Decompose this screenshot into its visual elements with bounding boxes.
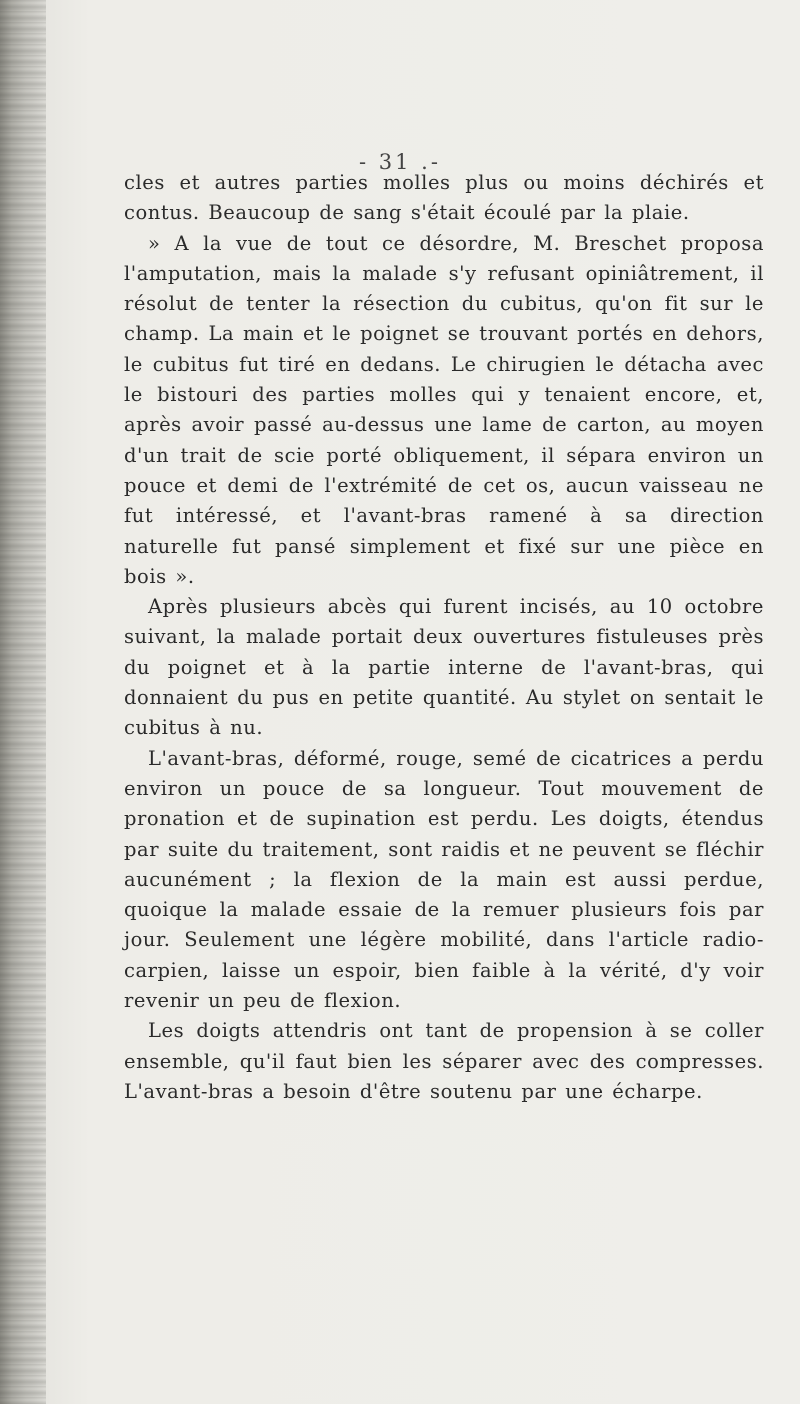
page-binding-edge <box>0 0 46 1404</box>
body-text <box>124 168 764 1107</box>
paragraph-1: cles et autres parties molles plus ou moins déchirés et contus. Beaucoup de sang s'était écoulé par la plaie. <box>124 171 764 225</box>
page-number: - 31 .- <box>359 150 441 174</box>
paragraph-2: » A la vue de tout ce désordre, M. Breschet proposa l'amputation, mais la malade s'y refusant opiniâtrement, il résolut de tenter la résection du cubitus, qu'on fit sur le champ. La main et le poignet se trouvant portés en dehors, le cubitus fut tiré en dedans. Le chirugien le détacha avec le bistouri des parties molles qui y tenaient encore, et, après avoir passé au-dessus une lame de carton, au moyen d'un trait de scie porté obliquement, il sépara environ un pouce et demi de l'extrémité de cet os, aucun vaisseau ne fut intéressé, et l'avant-bras ramené à sa direction naturelle fut pansé simplement et fixé sur une pièce en bois ». <box>124 231 764 588</box>
paragraph-3: Après plusieurs abcès qui furent incisés, au 10 octobre suivant, la malade portait deux ouvertures fistuleuses près du poignet et à la partie interne de l'avant-bras, qui donnaient du pus en petite quantité. Au stylet on sentait le cubitus à nu. <box>124 595 764 740</box>
paragraph-4: L'avant-bras, déformé, rouge, semé de cicatrices a perdu environ un pouce de sa longueur. Tout mouvement de pronation et de supination est perdu. Les doigts, étendus par suite du traitement, sont raidis et ne peuvent se fléchir aucunément ; la flexion de la main est aussi perdue, quoique la malade essaie de la remuer plusieurs fois par jour. Seulement une légère mobilité, dans l'article radio-carpien, laisse un espoir, bien faible à la vérité, d'y voir revenir un peu de flexion. <box>124 746 764 1013</box>
paragraph-5: Les doigts attendris ont tant de propension à se coller ensemble, qu'il faut bien les séparer avec des compresses. L'avant-bras a besoin d'être soutenu par une écharpe. <box>124 1019 764 1103</box>
